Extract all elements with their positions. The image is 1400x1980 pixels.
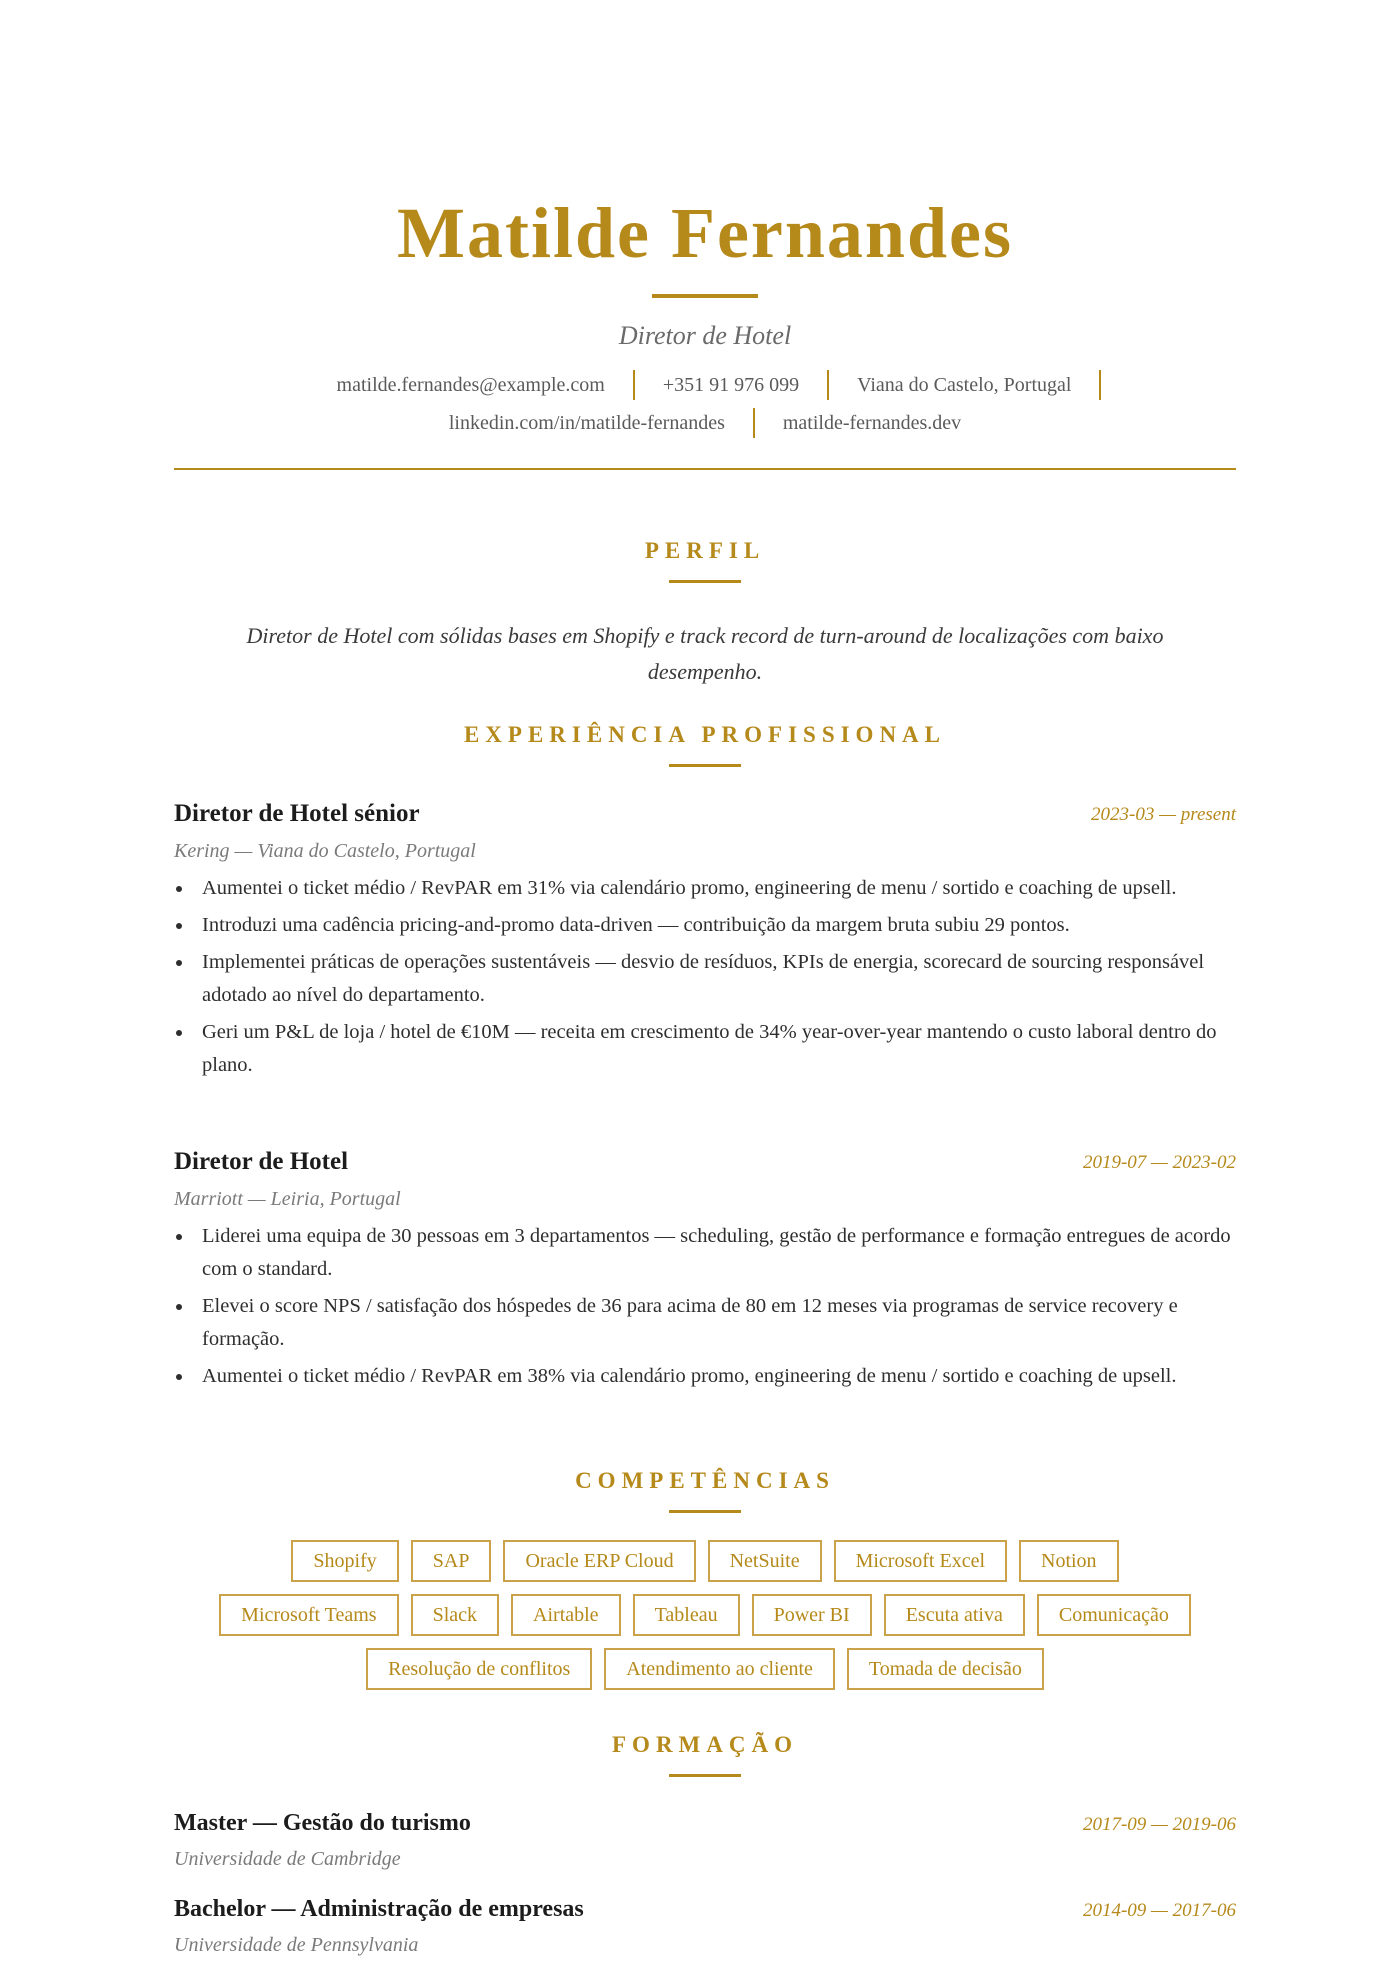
skill-chip: Slack — [411, 1594, 499, 1636]
skill-chip: NetSuite — [708, 1540, 822, 1582]
skill-chip: Oracle ERP Cloud — [503, 1540, 695, 1582]
section-title: EXPERIÊNCIA PROFISSIONAL — [463, 722, 947, 747]
skill-chip: SAP — [411, 1540, 492, 1582]
section-skills-heading — [174, 1466, 1236, 1513]
skill-chip: Tableau — [633, 1594, 740, 1636]
skills-row — [174, 1648, 1236, 1690]
list-item: Aumentei o ticket médio / RevPAR em 38% via calendário promo, engineering de menu / sortido e coaching de upsell. — [174, 1360, 1236, 1393]
job-organization: Kering — Viana do Castelo, Portugal — [174, 840, 476, 862]
job-dates: 2019-07 — 2023-02 — [1082, 1152, 1236, 1173]
section-underline — [669, 764, 741, 767]
job-title: Diretor de Hotel — [618, 321, 792, 350]
skills-row — [174, 1594, 1236, 1636]
job-bullets — [174, 872, 1236, 1082]
skill-chip: Power BI — [752, 1594, 872, 1636]
contact-website[interactable]: matilde-fernandes.dev — [782, 411, 962, 434]
skill-chip: Resolução de conflitos — [366, 1648, 592, 1690]
education-school: Universidade de Cambridge — [174, 1848, 401, 1870]
job-dates: 2023-03 — present — [1091, 804, 1236, 825]
skill-chip: Tomada de decisão — [847, 1648, 1044, 1690]
skill-chip: Microsoft Excel — [834, 1540, 1007, 1582]
list-item: Liderei uma equipa de 30 pessoas em 3 departamentos — scheduling, gestão de performance e formação entregues de acordo com o standard. — [174, 1220, 1236, 1286]
contact-phone[interactable]: +351 91 976 099 — [662, 373, 800, 396]
list-item: Introduzi uma cadência pricing-and-promo data-driven — contribuição da margem bruta subiu 29 pontos. — [174, 909, 1236, 942]
contact-location: Viana do Castelo, Portugal — [857, 373, 1072, 396]
contact-email[interactable]: matilde.fernandes@example.com — [336, 373, 605, 396]
list-item: Aumentei o ticket médio / RevPAR em 31% via calendário promo, engineering de menu / sortido e coaching de upsell. — [174, 872, 1236, 905]
skill-chip: Microsoft Teams — [219, 1594, 398, 1636]
name-underline — [652, 294, 758, 298]
skill-chip: Shopify — [291, 1540, 398, 1582]
contact-line-2 — [174, 406, 1236, 440]
list-item: Implementei práticas de operações sustentáveis — desvio de resíduos, KPIs de energia, scorecard de sourcing responsável adotado ao nível do departamento. — [174, 946, 1236, 1012]
skills-list — [174, 1540, 1236, 1702]
education-dates: 2017-09 — 2019-06 — [1082, 1814, 1236, 1835]
skills-row — [174, 1540, 1236, 1582]
experience-entry — [174, 1148, 1236, 1397]
job-organization: Marriott — Leiria, Portugal — [174, 1188, 401, 1210]
resume-page — [174, 0, 1236, 1980]
section-title: PERFIL — [644, 538, 766, 563]
header-divider — [174, 468, 1236, 470]
list-item: Geri um P&L de loja / hotel de €10M — receita em crescimento de 34% year-over-year mantendo o custo laboral dentro do plano. — [174, 1016, 1236, 1082]
job-role: Diretor de Hotel sénior — [174, 800, 420, 827]
section-experience-heading — [174, 720, 1236, 767]
skill-chip: Notion — [1019, 1540, 1119, 1582]
section-underline — [669, 1774, 741, 1777]
section-profile-heading — [174, 536, 1236, 583]
education-degree: Master — Gestão do turismo — [174, 1810, 471, 1836]
section-underline — [669, 580, 741, 583]
skill-chip: Airtable — [511, 1594, 621, 1636]
section-education-heading — [174, 1730, 1236, 1777]
education-school: Universidade de Pennsylvania — [174, 1934, 419, 1956]
profile-summary: Diretor de Hotel com sólidas bases em Shopify e track record de turn-around de localizações com baixo desempenho. — [246, 623, 1164, 684]
section-title: FORMAÇÃO — [612, 1732, 798, 1757]
section-underline — [669, 1510, 741, 1513]
job-bullets — [174, 1220, 1236, 1393]
education-entry — [174, 1896, 1236, 1960]
contact-linkedin[interactable]: linkedin.com/in/matilde-fernandes — [448, 411, 725, 434]
skill-chip: Escuta ativa — [884, 1594, 1025, 1636]
list-item: Elevei o score NPS / satisfação dos hóspedes de 36 para acima de 80 em 12 meses via programas de service recovery e formação. — [174, 1290, 1236, 1356]
experience-entry — [174, 800, 1236, 1086]
section-title: COMPETÊNCIAS — [575, 1468, 835, 1493]
job-role: Diretor de Hotel — [174, 1148, 349, 1175]
skill-chip: Comunicação — [1037, 1594, 1191, 1636]
education-degree: Bachelor — Administração de empresas — [174, 1896, 584, 1922]
candidate-name: Matilde Fernandes — [397, 193, 1013, 273]
resume-header — [174, 190, 1236, 440]
contact-divider — [1099, 370, 1101, 400]
education-dates: 2014-09 — 2017-06 — [1082, 1900, 1236, 1921]
education-entry — [174, 1810, 1236, 1874]
contact-line-1 — [174, 368, 1236, 402]
skill-chip: Atendimento ao cliente — [604, 1648, 835, 1690]
